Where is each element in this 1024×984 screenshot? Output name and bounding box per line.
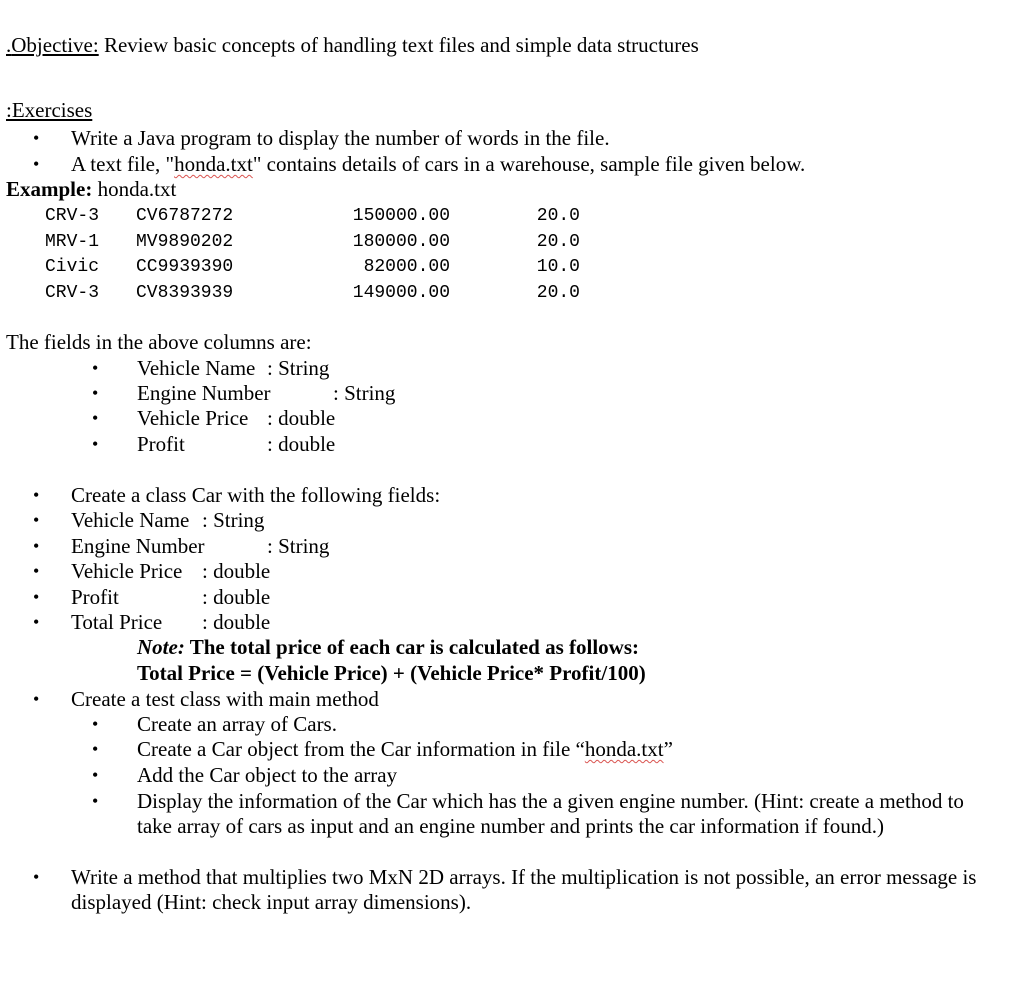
- sub-item-pre: Create a Car object from the Car information in file “: [137, 737, 585, 761]
- example-line: [6, 177, 176, 201]
- bullet-icon: •: [92, 765, 99, 785]
- note-formula: Total Price = (Vehicle Price) + (Vehicle Price* Profit/100): [137, 661, 646, 685]
- table-cell: CC9939390: [136, 257, 234, 277]
- bullet-icon: •: [92, 714, 99, 734]
- field-type: : String: [267, 356, 330, 380]
- class-field-name: Vehicle Price: [71, 559, 183, 583]
- class-field-type: : double: [202, 559, 271, 583]
- objective-label: Objective:: [11, 33, 99, 57]
- objective-text: Review basic concepts of handling text files and simple data structures: [98, 33, 699, 57]
- note-label: Note:: [137, 635, 185, 659]
- matrix-item-continuation: displayed (Hint: check input array dimensions).: [71, 890, 472, 914]
- objective-prefix: .: [6, 33, 12, 57]
- class-field-name: Profit: [71, 585, 119, 609]
- honda-filename-link: honda.txt: [584, 737, 664, 761]
- bullet-icon: •: [33, 587, 40, 607]
- table-cell: 82000.00: [363, 257, 450, 277]
- bullet-icon: •: [33, 612, 40, 632]
- field-name: Profit: [137, 432, 185, 456]
- intro-item-1: Write a Java program to display the number of words in the file.: [71, 126, 610, 150]
- table-cell: MRV-1: [45, 232, 100, 252]
- field-name: Engine Number: [137, 381, 271, 405]
- class-field-name: Vehicle Name: [71, 508, 190, 532]
- intro-item-2: [71, 152, 805, 176]
- bullet-icon: •: [92, 408, 99, 428]
- sub-item-continuation: take array of cars as input and an engine number and prints the car information if found.): [137, 814, 884, 838]
- class-field-name: Engine Number: [71, 534, 205, 558]
- bullet-icon: •: [33, 689, 40, 709]
- table-cell: Civic: [45, 257, 100, 277]
- intro-item-2-pre: A text file, ": [71, 152, 175, 176]
- note-text: The total price of each car is calculated as follows:: [184, 635, 639, 659]
- sub-item: Add the Car object to the array: [137, 763, 398, 787]
- honda-filename-link: honda.txt: [174, 152, 253, 176]
- class-field-type: : double: [202, 610, 271, 634]
- example-filename: honda.txt: [92, 177, 177, 201]
- exercises-heading: :Exercises: [6, 98, 93, 122]
- field-name: Vehicle Price: [137, 406, 249, 430]
- fields-intro: The fields in the above columns are:: [6, 330, 312, 354]
- bullet-icon: •: [92, 434, 99, 454]
- bullet-icon: •: [92, 383, 99, 403]
- table-cell: CRV-3: [45, 206, 100, 226]
- bullet-icon: •: [92, 358, 99, 378]
- field-type: : String: [333, 381, 396, 405]
- objective-line: [6, 33, 699, 57]
- bullet-icon: •: [33, 536, 40, 556]
- bullet-icon: •: [92, 739, 99, 759]
- note-line-1: [137, 635, 639, 659]
- table-cell: MV9890202: [136, 232, 234, 252]
- field-name: Vehicle Name: [137, 356, 256, 380]
- class-field-type: : String: [202, 508, 265, 532]
- table-cell: 180000.00: [352, 232, 450, 252]
- class-field-type: : double: [202, 585, 271, 609]
- table-cell: 20.0: [536, 206, 580, 226]
- bullet-icon: •: [33, 561, 40, 581]
- bullet-icon: •: [33, 867, 40, 887]
- class-field-type: : String: [267, 534, 330, 558]
- example-label: Example:: [6, 177, 93, 201]
- intro-item-2-post: " contains details of cars in a warehouse, sample file given below.: [252, 152, 806, 176]
- sub-item-post: ”: [663, 737, 673, 761]
- class-field-name: Total Price: [71, 610, 163, 634]
- table-cell: CRV-3: [45, 283, 100, 303]
- matrix-item: Write a method that multiplies two MxN 2D arrays. If the multiplication is not possible, an error message is: [71, 865, 977, 889]
- table-cell: 150000.00: [352, 206, 450, 226]
- field-type: : double: [267, 406, 336, 430]
- class-item-intro: Create a class Car with the following fields:: [71, 483, 441, 507]
- bullet-icon: •: [92, 791, 99, 811]
- bullet-icon: •: [33, 485, 40, 505]
- table-cell: 20.0: [536, 283, 580, 303]
- bullet-icon: •: [33, 128, 40, 148]
- table-cell: CV8393939: [136, 283, 234, 303]
- test-class-item: Create a test class with main method: [71, 687, 379, 711]
- bullet-icon: •: [33, 154, 40, 174]
- table-cell: CV6787272: [136, 206, 234, 226]
- table-cell: 10.0: [536, 257, 580, 277]
- table-cell: 149000.00: [352, 283, 450, 303]
- sub-item: Create an array of Cars.: [137, 712, 337, 736]
- table-cell: 20.0: [536, 232, 580, 252]
- sub-item: [137, 737, 673, 761]
- sub-item: Display the information of the Car which has the a given engine number. (Hint: create a method to: [137, 789, 964, 813]
- bullet-icon: •: [33, 510, 40, 530]
- field-type: : double: [267, 432, 336, 456]
